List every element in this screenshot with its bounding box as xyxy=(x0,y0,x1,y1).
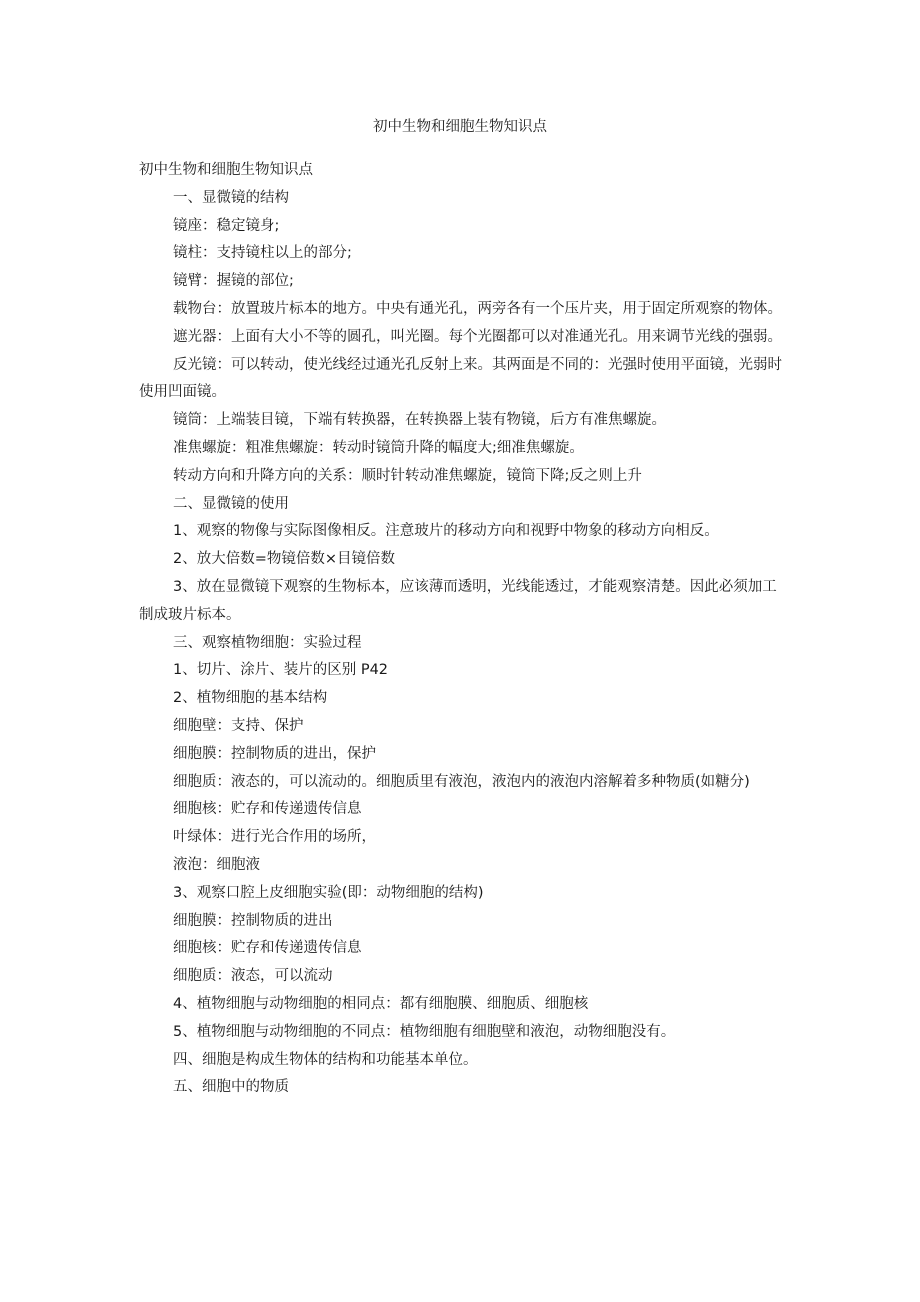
paragraph: 镜座：稳定镜身; xyxy=(173,217,280,234)
paragraph: 1、观察的物像与实际图像相反。注意玻片的移动方向和视野中物象的移动方向相反。 xyxy=(173,523,719,540)
document-title: 初中生物和细胞生物知识点 xyxy=(373,119,547,135)
paragraph: 细胞质：液态的，可以流动的。细胞质里有液泡，液泡内的液泡内溶解着多种物质(如糖分) xyxy=(173,773,750,790)
paragraph: 一、显微镜的结构 xyxy=(173,189,289,206)
paragraph: 叶绿体：进行光合作用的场所， xyxy=(173,829,376,846)
paragraph: 细胞核：贮存和传递遗传信息 xyxy=(173,801,362,818)
paragraph: 载物台：放置玻片标本的地方。中央有通光孔，两旁各有一个压片夹，用于固定所观察的物体。 xyxy=(173,300,782,317)
paragraph: 镜柱：支持镜柱以上的部分; xyxy=(173,245,352,262)
document-subtitle: 初中生物和细胞生物知识点 xyxy=(139,162,313,178)
paragraph: 3、放在显微镜下观察的生物标本，应该薄而透明，光线能透过，才能观察清楚。因此必须加工制成玻片标本。 xyxy=(139,578,777,623)
paragraph: 3、观察口腔上皮细胞实验(即：动物细胞的结构) xyxy=(173,884,484,901)
paragraph: 五、细胞中的物质 xyxy=(173,1079,289,1096)
paragraph: 三、观察植物细胞：实验过程 xyxy=(173,634,362,651)
paragraph: 4、植物细胞与动物细胞的相同点：都有细胞膜、细胞质、细胞核 xyxy=(173,995,589,1012)
paragraph: 准焦螺旋：粗准焦螺旋：转动时镜筒升降的幅度大;细准焦螺旋。 xyxy=(173,439,584,456)
paragraph: 细胞质：液态，可以流动 xyxy=(173,968,333,985)
paragraph: 转动方向和升降方向的关系：顺时针转动准焦螺旋，镜筒下降;反之则上升 xyxy=(173,467,642,484)
paragraph: 5、植物细胞与动物细胞的不同点：植物细胞有细胞壁和液泡，动物细胞没有。 xyxy=(173,1023,676,1040)
paragraph: 遮光器：上面有大小不等的圆孔，叫光圈。每个光圈都可以对准通光孔。用来调节光线的强弱。 xyxy=(173,328,782,345)
paragraph: 1、切片、涂片、装片的区别 P42 xyxy=(173,662,389,679)
paragraph: 液泡：细胞液 xyxy=(173,856,260,873)
paragraph: 细胞膜：控制物质的进出，保护 xyxy=(173,745,376,762)
paragraph: 2、植物细胞的基本结构 xyxy=(173,690,328,707)
paragraph: 镜筒：上端装目镜，下端有转换器，在转换器上装有物镜，后方有准焦螺旋。 xyxy=(173,412,666,429)
paragraph: 细胞膜：控制物质的进出 xyxy=(173,912,333,929)
paragraph: 四、细胞是构成生物体的结构和功能基本单位。 xyxy=(173,1051,478,1068)
paragraph: 细胞核：贮存和传递遗传信息 xyxy=(173,940,362,957)
paragraph: 反光镜：可以转动，使光线经过通光孔反射上来。其两面是不同的：光强时使用平面镜，光弱时使用凹面镜。 xyxy=(139,356,782,401)
paragraph: 2、放大倍数=物镜倍数×目镜倍数 xyxy=(173,551,396,568)
document-body xyxy=(139,157,784,1102)
paragraph: 细胞壁：支持、保护 xyxy=(173,717,304,734)
paragraph: 二、显微镜的使用 xyxy=(173,495,289,512)
paragraph: 镜臂：握镜的部位; xyxy=(173,273,294,290)
